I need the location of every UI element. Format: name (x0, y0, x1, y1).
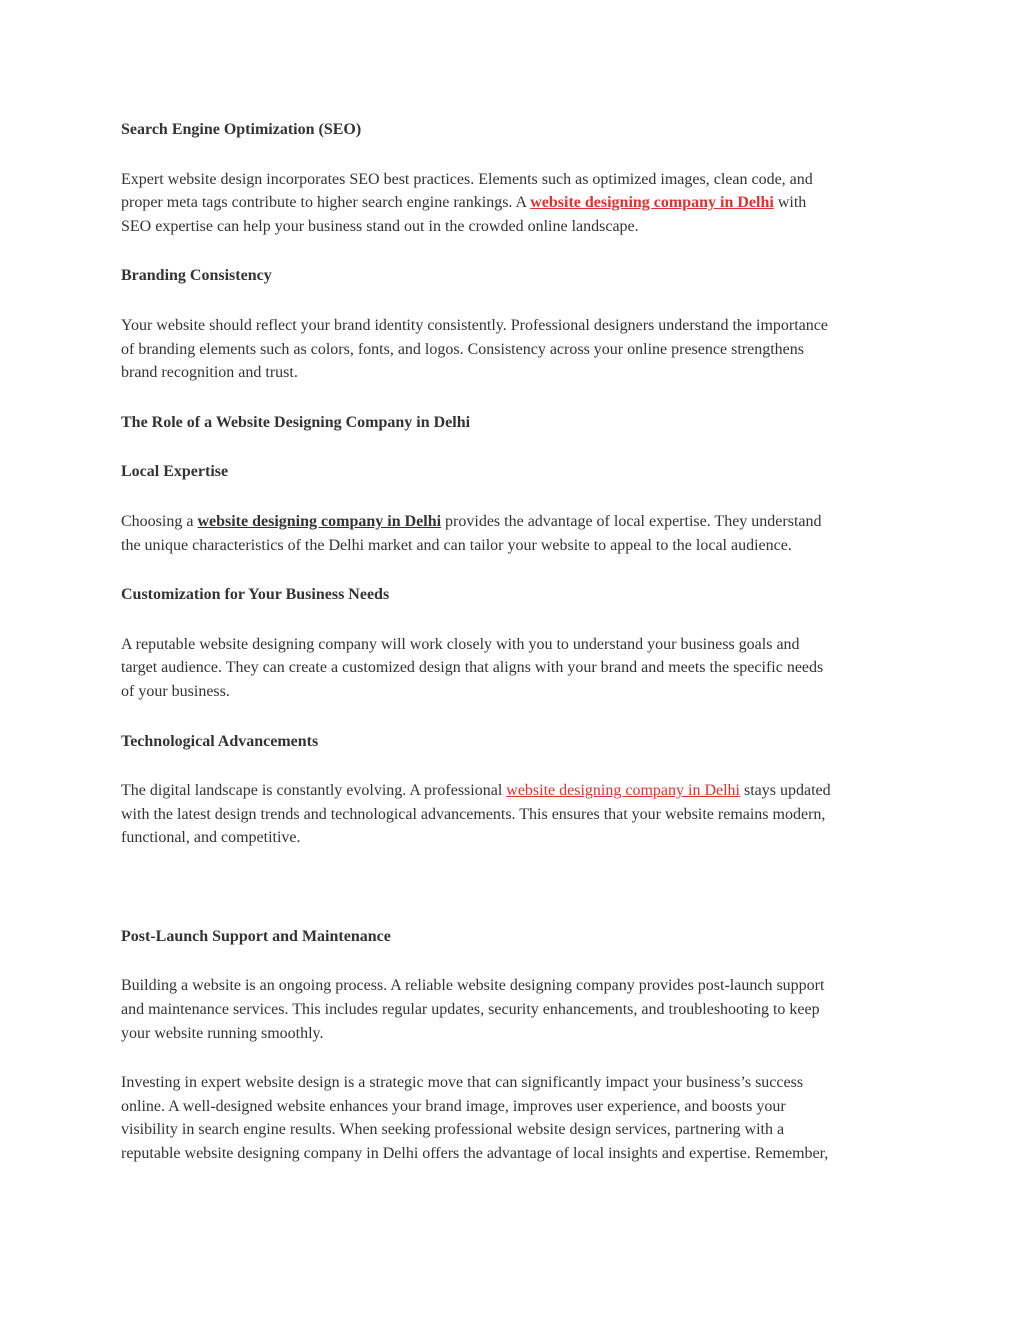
text-line: your website running smoothly. (121, 1024, 324, 1042)
heading-branding: Branding Consistency (121, 267, 272, 285)
text-line: online. A well-designed website enhances your brand image, improves user experience, and boosts your (121, 1097, 786, 1115)
text-line: of your business. (121, 682, 230, 700)
text-line: target audience. They can create a customized design that aligns with your brand and meets the specific needs (121, 659, 824, 677)
text-line: with the latest design trends and technological advancements. This ensures that your website remains modern, (121, 805, 826, 823)
heading-local-expertise: Local Expertise (121, 463, 229, 481)
text-fragment: provides the advantage of local expertise. They understand (441, 512, 822, 530)
text-line: SEO expertise can help your business stand out in the crowded online landscape. (121, 217, 639, 235)
heading-customization: Customization for Your Business Needs (121, 586, 390, 604)
document-page (121, 118, 911, 1192)
text-line: of branding elements such as colors, fonts, and logos. Consistency across your online presence strengthens (121, 340, 804, 358)
text-fragment: proper meta tags contribute to higher search engine rankings. A (121, 194, 531, 212)
paragraph-seo (121, 168, 911, 239)
link-website-designing-company[interactable]: website designing company in Delhi (530, 194, 774, 212)
link-website-designing-company[interactable]: website designing company in Delhi (506, 782, 740, 800)
text-fragment: Choosing a (121, 512, 198, 530)
paragraph-technological-advancements (121, 779, 911, 850)
text-line: Investing in expert website design is a strategic move that can significantly impact your business’s success (121, 1074, 804, 1092)
heading-role: The Role of a Website Designing Company in Delhi (121, 413, 471, 431)
text-line: the unique characteristics of the Delhi market and can tailor your website to appeal to the local audience. (121, 536, 792, 554)
text-line: Building a website is an ongoing process. A reliable website designing company provides post-launch support (121, 977, 825, 995)
text-line: reputable website designing company in Delhi offers the advantage of local insights and expertise. Remember, (121, 1145, 829, 1163)
text-fragment: The digital landscape is constantly evolving. A professional (121, 782, 507, 800)
paragraph-local-expertise (121, 510, 911, 557)
text-fragment: stays updated (740, 782, 831, 800)
link-website-designing-company[interactable]: website designing company in Delhi (197, 512, 442, 530)
text-line: Expert website design incorporates SEO best practices. Elements such as optimized images, clean code, and (121, 170, 813, 188)
text-line: A reputable website designing company will work closely with you to understand your business goals and (121, 635, 800, 653)
blank-space (121, 876, 911, 925)
text-line (121, 779, 911, 803)
text-fragment: with (773, 194, 807, 212)
heading-post-launch-support: Post-Launch Support and Maintenance (121, 927, 391, 945)
text-line (121, 191, 911, 215)
text-line: visibility in search engine results. When seeking professional website design services, partnering with a (121, 1121, 785, 1139)
paragraph-customization (121, 633, 911, 704)
paragraph-post-launch-support (121, 974, 911, 1045)
text-line: Your website should reflect your brand identity consistently. Professional designers understand the importance (121, 316, 828, 334)
heading-technological-advancements: Technological Advancements (121, 732, 319, 750)
paragraph-conclusion (121, 1071, 911, 1165)
heading-seo: Search Engine Optimization (SEO) (121, 121, 362, 138)
paragraph-branding (121, 314, 911, 385)
text-line: brand recognition and trust. (121, 364, 298, 382)
text-line (121, 510, 911, 534)
text-line: and maintenance services. This includes regular updates, security enhancements, and troubleshooting to keep (121, 1001, 820, 1019)
text-line: functional, and competitive. (121, 829, 301, 847)
